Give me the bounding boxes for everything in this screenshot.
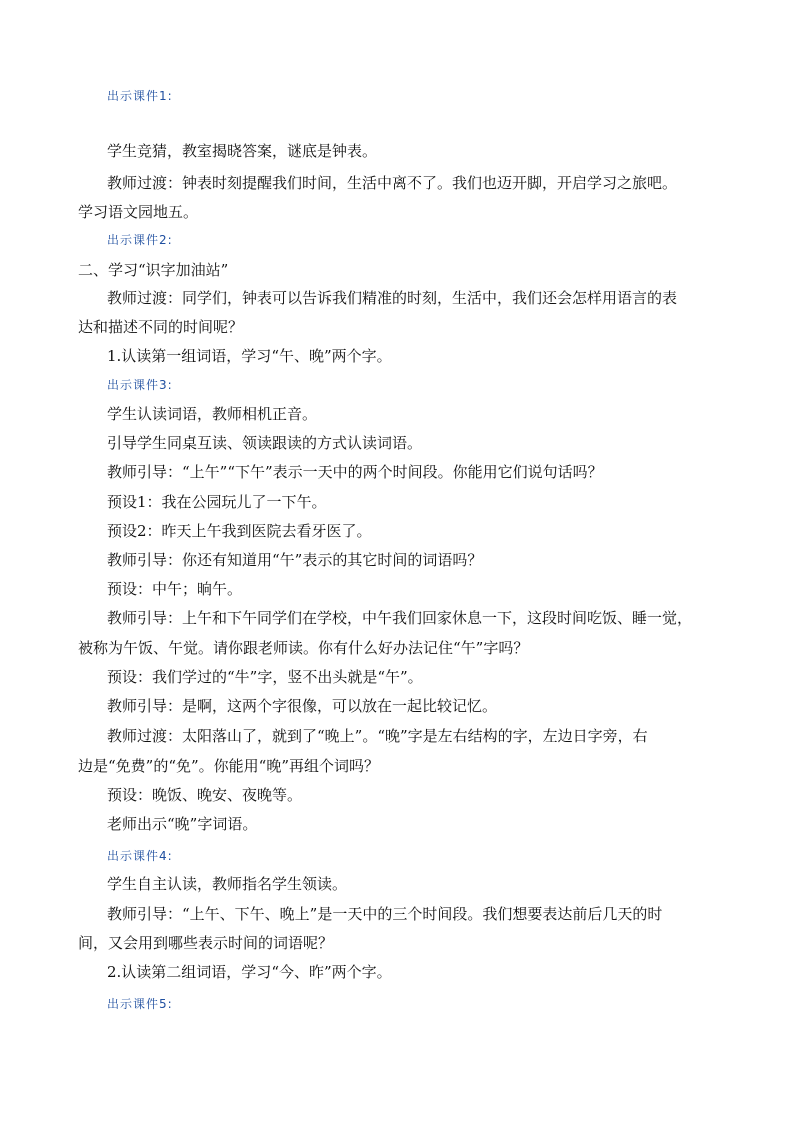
subsection-heading: 2.认读第二组词语，学习“今、昨”两个字。 bbox=[107, 963, 392, 981]
paragraph-line: 教师过渡：钟表时刻提醒我们时间，生活中离不了。我们也迈开脚，开启学习之旅吧。 bbox=[107, 174, 678, 192]
courseware-label-2: 出示课件2: bbox=[107, 233, 173, 247]
subsection-heading: 1.认读第一组词语，学习“午、晚”两个字。 bbox=[107, 347, 392, 365]
paragraph-line: 学习语文园地五。 bbox=[78, 203, 199, 221]
paragraph-line: 教师引导：上午和下午同学们在学校，中午我们回家休息一下，这段时间吃饭、睡一觉， bbox=[107, 609, 693, 627]
paragraph-line: 预设：我们学过的“牛”字，竖不出头就是“午”。 bbox=[107, 668, 423, 686]
courseware-label-4: 出示课件4: bbox=[107, 849, 173, 863]
paragraph-line: 预设2：昨天上午我到医院去看牙医了。 bbox=[107, 522, 372, 540]
courseware-label-5: 出示课件5: bbox=[107, 997, 173, 1011]
paragraph-line: 达和描述不同的时间呢？ bbox=[78, 318, 244, 336]
paragraph-line: 学生竞猜，教室揭晓答案，谜底是钟表。 bbox=[107, 142, 378, 160]
paragraph-line: 间，又会用到哪些表示时间的词语呢？ bbox=[78, 934, 334, 952]
paragraph-line: 教师过渡：太阳落山了，就到了“晚上”。“晚”字是左右结构的字，左边日字旁，右 bbox=[107, 727, 648, 745]
paragraph-line: 预设1：我在公园玩儿了一下午。 bbox=[107, 493, 327, 511]
paragraph-line: 预设：晚饭、晚安、夜晚等。 bbox=[107, 786, 303, 804]
section-heading: 二、学习“识字加油站” bbox=[78, 261, 229, 279]
paragraph-line: 教师引导：是啊，这两个字很像，可以放在一起比较记忆。 bbox=[107, 697, 498, 715]
paragraph-line: 学生认读词语，教师相机正音。 bbox=[107, 405, 318, 423]
courseware-label-1: 出示课件1: bbox=[107, 89, 173, 103]
paragraph-line: 教师引导：“上午、下午、晚上”是一天中的三个时间段。我们想要表达前后几天的时 bbox=[107, 905, 663, 923]
paragraph-line: 教师引导：“上午”“下午”表示一天中的两个时间段。你能用它们说句话吗？ bbox=[107, 463, 603, 481]
paragraph-line: 被称为午饭、午觉。请你跟老师读。你有什么好办法记住“午”字吗？ bbox=[78, 639, 529, 657]
paragraph-line: 边是“免费”的“免”。你能用“晚”再组个词吗？ bbox=[78, 757, 380, 775]
paragraph-line: 预设：中午；晌午。 bbox=[107, 580, 243, 598]
paragraph-line: 学生自主认读，教师指名学生领读。 bbox=[107, 875, 348, 893]
paragraph-line: 教师引导：你还有知道用“午”表示的其它时间的词语吗？ bbox=[107, 551, 483, 569]
paragraph-line: 教师过渡：同学们，钟表可以告诉我们精准的时刻，生活中，我们还会怎样用语言的表 bbox=[107, 289, 678, 307]
paragraph-line: 老师出示“晚”字词语。 bbox=[107, 815, 258, 833]
paragraph-line: 引导学生同桌互读、领读跟读的方式认读词语。 bbox=[107, 434, 423, 452]
courseware-label-3: 出示课件3: bbox=[107, 378, 173, 392]
